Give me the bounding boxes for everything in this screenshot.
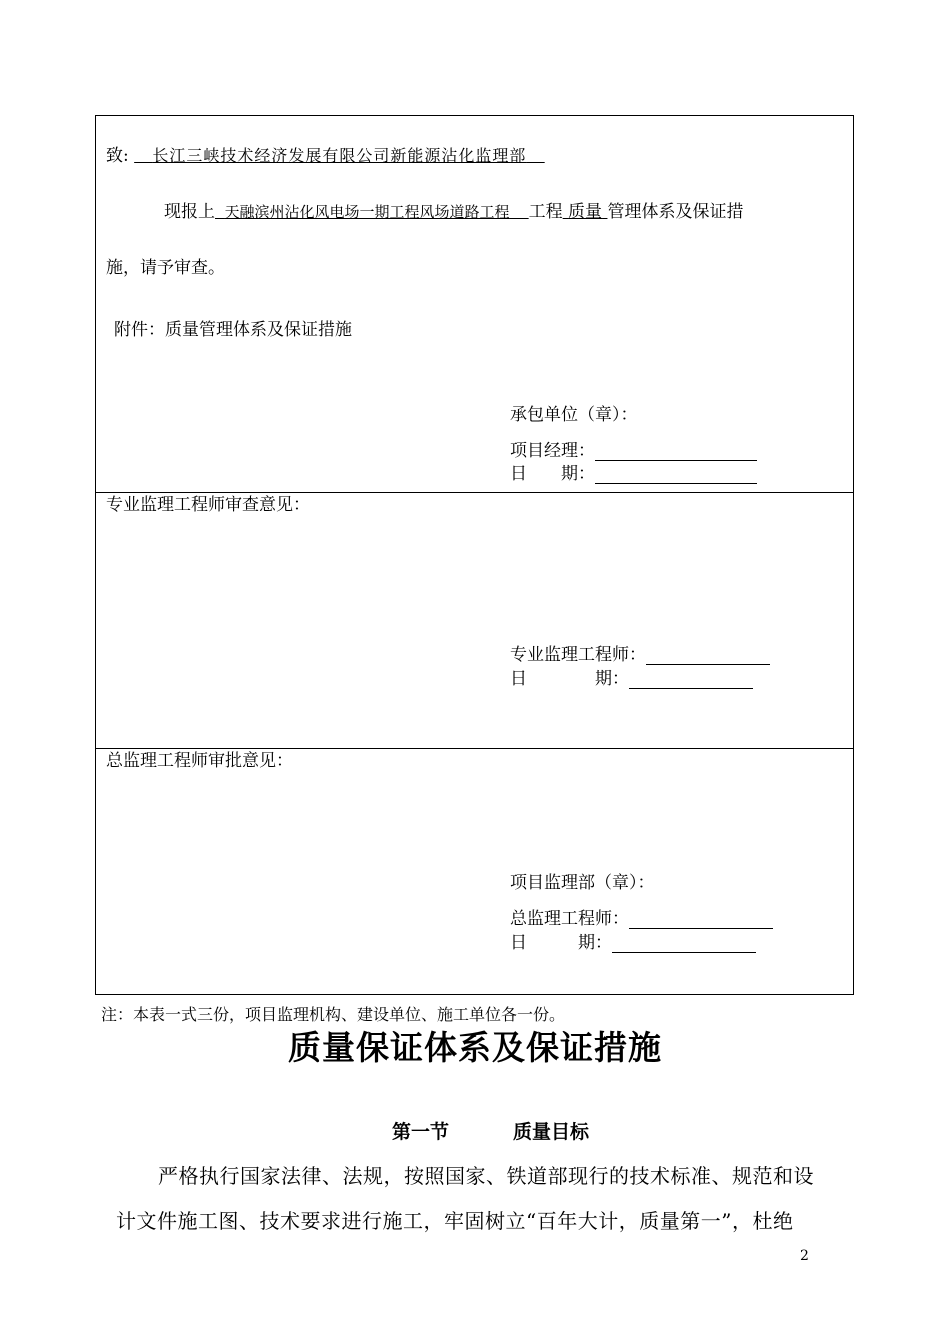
- attachment-line: 附件：质量管理体系及保证措施: [114, 320, 352, 340]
- engineer-review-section: [96, 493, 853, 749]
- report-prefix: 现报上: [164, 202, 215, 222]
- report-line-1: [164, 202, 743, 222]
- recipient-line: [106, 146, 545, 166]
- approval-form-table: [95, 115, 854, 995]
- pm-signature-line: [510, 441, 757, 461]
- page-number: 2: [800, 1248, 809, 1264]
- date-label-3: 日 期：: [510, 933, 612, 953]
- date-label-1: 日 期：: [510, 464, 595, 484]
- chief-signature-field[interactable]: [629, 912, 773, 929]
- section-heading: [392, 1117, 589, 1144]
- date-line-2: [510, 669, 753, 689]
- engineer-signature-line: [510, 645, 770, 665]
- body-paragraph-line-2: 计文件施工图、技术要求进行施工，牢固树立“百年大计，质量第一”，杜绝: [116, 1209, 794, 1233]
- report-suffix: 管理体系及保证措: [607, 202, 744, 222]
- date-field-3[interactable]: [612, 936, 756, 953]
- engineer-label: 专业监理工程师：: [510, 645, 646, 665]
- chief-review-section: [96, 749, 853, 994]
- report-line-2: 施，请予审查。: [106, 258, 225, 278]
- supervision-dept-label: 项目监理部（章）：: [510, 873, 655, 893]
- report-type: 质量: [568, 202, 603, 222]
- date-field-1[interactable]: [595, 467, 757, 484]
- chief-label: 总监理工程师：: [510, 909, 629, 929]
- chief-review-title: 总监理工程师审批意见：: [106, 751, 293, 771]
- submission-section: [96, 116, 853, 493]
- pm-signature-field[interactable]: [595, 444, 757, 461]
- contractor-label: 承包单位（章）：: [510, 405, 638, 425]
- report-mid: 工程: [528, 202, 563, 222]
- engineer-signature-field[interactable]: [646, 648, 770, 665]
- chief-signature-line: [510, 909, 773, 929]
- date-line-1: [510, 464, 757, 484]
- to-label: 致:: [106, 146, 129, 166]
- project-name: 天融滨州沾化风电场一期工程风场道路工程: [224, 203, 510, 221]
- pm-label: 项目经理：: [510, 441, 595, 461]
- section-number: 第一节: [392, 1121, 450, 1143]
- section-title: 质量目标: [513, 1121, 590, 1143]
- date-field-2[interactable]: [629, 672, 753, 689]
- date-line-3: [510, 933, 756, 953]
- body-paragraph-line-1: 严格执行国家法律、法规，按照国家、铁道部现行的技术标准、规范和设: [158, 1164, 814, 1188]
- recipient-name: 长江三峡技术经济发展有限公司新能源沾化监理部: [152, 146, 527, 165]
- document-title: 质量保证体系及保证措施: [288, 1028, 662, 1067]
- engineer-review-title: 专业监理工程师审查意见：: [106, 495, 310, 515]
- form-note: 注：本表一式三份，项目监理机构、建设单位、施工单位各一份。: [101, 1005, 566, 1024]
- date-label-2: 日 期：: [510, 669, 629, 689]
